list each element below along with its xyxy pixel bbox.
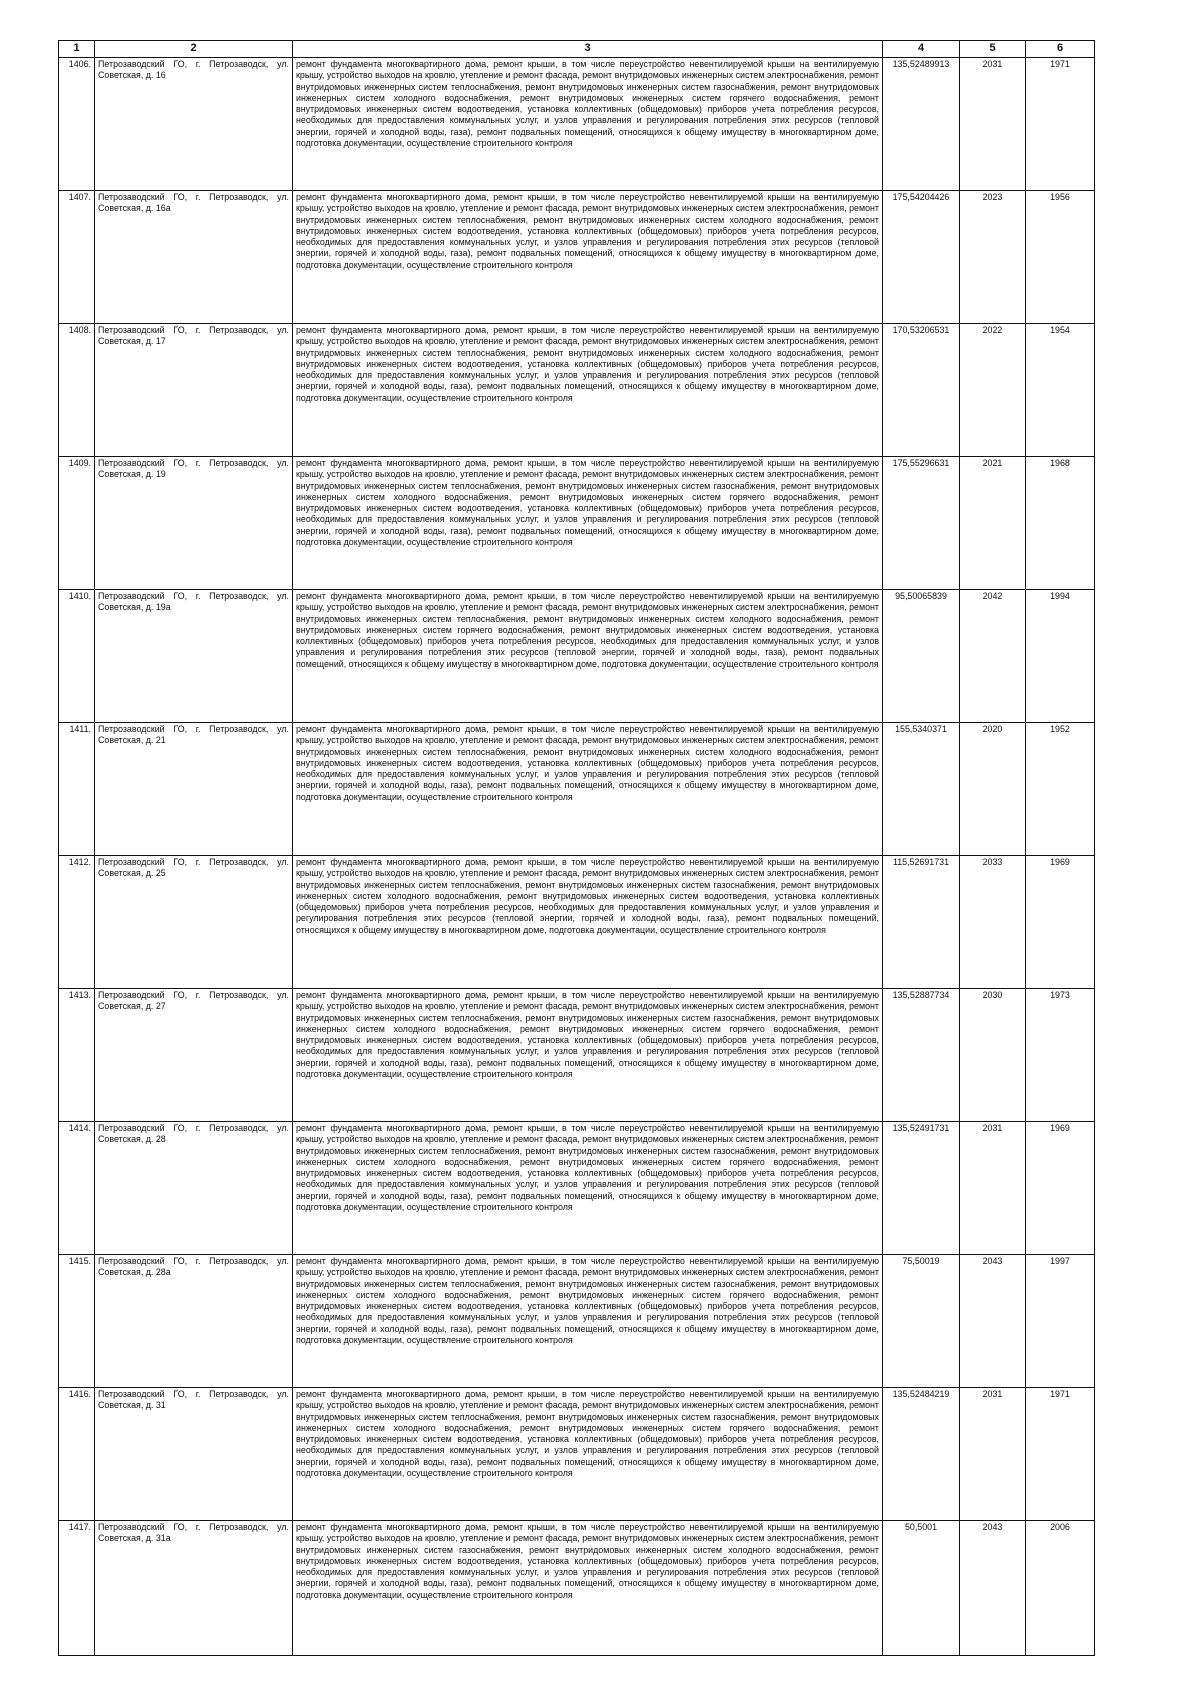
row-number: 1412.: [59, 856, 95, 989]
value-cell: 135,52489913: [883, 58, 960, 191]
table-row: [59, 723, 1095, 856]
works-cell: ремонт фундамента многоквартирного дома, ремонт крыши, в том числе переустройство невентилируемой крыши на вентилируемую крышу, устройство выходов на кровлю, утепление и ремонт фасада, ремонт внутридомовых инженерных систем электроснабжения, ремонт внутридомовых инженерных систем газоснабжения, ремонт внутридомовых инженерных систем холодного водоснабжения, ремонт внутридомовых инженерных систем водоотведения, установка коллективных (общедомовых) приборов учета потребления ресурсов, необходимых для предоставления коммунальных услуг, и узлов управления и регулирования потребления этих ресурсов (тепловой энергии, горячей и холодной воды, газа), ремонт подвальных помещений, относящихся к общему имуществу в многоквартирном доме, подготовка документации, осуществление строительного контроля: [293, 1521, 883, 1656]
works-cell: ремонт фундамента многоквартирного дома, ремонт крыши, в том числе переустройство невентилируемой крыши на вентилируемую крышу, устройство выходов на кровлю, утепление и ремонт фасада, ремонт внутридомовых инженерных систем электроснабжения, ремонт внутридомовых инженерных систем теплоснабжения, ремонт внутридомовых инженерных систем газоснабжения, ремонт внутридомовых инженерных систем холодного водоснабжения, ремонт внутридомовых инженерных систем горячего водоснабжения, ремонт внутридомовых инженерных систем водоотведения, установка коллективных (общедомовых) приборов учета потребления ресурсов, необходимых для предоставления коммунальных услуг, и узлов управления и регулирования потребления этих ресурсов (тепловой энергии, горячей и холодной воды, газа), ремонт подвальных помещений, относящихся к общему имуществу в многоквартирном доме, подготовка документации, осуществление строительного контроля: [293, 989, 883, 1122]
row-number: 1414.: [59, 1122, 95, 1255]
year-built-cell: 1968: [1026, 457, 1095, 590]
row-number: 1410.: [59, 590, 95, 723]
address-cell: Петрозаводский ГО, г. Петрозаводск, ул. Советская, д. 16: [95, 58, 293, 191]
year-built-cell: 1997: [1026, 1255, 1095, 1388]
row-number: 1407.: [59, 191, 95, 324]
year-plan-cell: 2043: [960, 1255, 1026, 1388]
year-built-cell: 1969: [1026, 1122, 1095, 1255]
year-plan-cell: 2033: [960, 856, 1026, 989]
value-cell: 175,55296631: [883, 457, 960, 590]
works-cell: ремонт фундамента многоквартирного дома, ремонт крыши, в том числе переустройство невентилируемой крыши на вентилируемую крышу, устройство выходов на кровлю, утепление и ремонт фасада, ремонт внутридомовых инженерных систем электроснабжения, ремонт внутридомовых инженерных систем теплоснабжения, ремонт внутридомовых инженерных систем газоснабжения, ремонт внутридомовых инженерных систем холодного водоснабжения, ремонт внутридомовых инженерных систем горячего водоснабжения, ремонт внутридомовых инженерных систем водоотведения, установка коллективных (общедомовых) приборов учета потребления ресурсов, необходимых для предоставления коммунальных услуг, и узлов управления и регулирования потребления этих ресурсов (тепловой энергии, горячей и холодной воды, газа), ремонт подвальных помещений, относящихся к общему имуществу в многоквартирном доме, подготовка документации, осуществление строительного контроля: [293, 58, 883, 191]
works-cell: ремонт фундамента многоквартирного дома, ремонт крыши, в том числе переустройство невентилируемой крыши на вентилируемую крышу, устройство выходов на кровлю, утепление и ремонт фасада, ремонт внутридомовых инженерных систем электроснабжения, ремонт внутридомовых инженерных систем теплоснабжения, ремонт внутридомовых инженерных систем газоснабжения, ремонт внутридомовых инженерных систем холодного водоснабжения, ремонт внутридомовых инженерных систем водоотведения, установка коллективных (общедомовых) приборов учета потребления ресурсов, необходимых для предоставления коммунальных услуг, и узлов управления и регулирования потребления этих ресурсов (тепловой энергии, горячей и холодной воды, газа), ремонт подвальных помещений, относящихся к общему имуществу в многоквартирном доме, подготовка документации, осуществление строительного контроля: [293, 856, 883, 989]
value-cell: 135,52491731: [883, 1122, 960, 1255]
table-row: [59, 58, 1095, 191]
works-cell: ремонт фундамента многоквартирного дома, ремонт крыши, в том числе переустройство невентилируемой крыши на вентилируемую крышу, устройство выходов на кровлю, утепление и ремонт фасада, ремонт внутридомовых инженерных систем электроснабжения, ремонт внутридомовых инженерных систем теплоснабжения, ремонт внутридомовых инженерных систем холодного водоснабжения, ремонт внутридомовых инженерных систем горячего водоснабжения, ремонт внутридомовых инженерных систем водоотведения, установка коллективных (общедомовых) приборов учета потребления ресурсов, необходимых для предоставления коммунальных услуг, и узлов управления и регулирования потребления этих ресурсов (тепловой энергии, горячей и холодной воды, газа), ремонт подвальных помещений, относящихся к общему имуществу в многоквартирном доме, подготовка документации, осуществление строительного контроля: [293, 590, 883, 723]
year-plan-cell: 2042: [960, 590, 1026, 723]
year-built-cell: 1971: [1026, 58, 1095, 191]
header-cell: 6: [1026, 41, 1095, 58]
value-cell: 50,5001: [883, 1521, 960, 1656]
address-cell: Петрозаводский ГО, г. Петрозаводск, ул. Советская, д. 17: [95, 324, 293, 457]
header-row: [59, 41, 1095, 58]
row-number: 1416.: [59, 1388, 95, 1521]
year-plan-cell: 2031: [960, 1388, 1026, 1521]
header-cell: 3: [293, 41, 883, 58]
year-plan-cell: 2031: [960, 1122, 1026, 1255]
address-cell: Петрозаводский ГО, г. Петрозаводск, ул. Советская, д. 21: [95, 723, 293, 856]
year-plan-cell: 2043: [960, 1521, 1026, 1656]
row-number: 1408.: [59, 324, 95, 457]
table-row: [59, 1388, 1095, 1521]
table-row: [59, 457, 1095, 590]
table-row: [59, 1521, 1095, 1656]
year-plan-cell: 2022: [960, 324, 1026, 457]
works-cell: ремонт фундамента многоквартирного дома, ремонт крыши, в том числе переустройство невентилируемой крыши на вентилируемую крышу, устройство выходов на кровлю, утепление и ремонт фасада, ремонт внутридомовых инженерных систем электроснабжения, ремонт внутридомовых инженерных систем теплоснабжения, ремонт внутридомовых инженерных систем холодного водоснабжения, ремонт внутридомовых инженерных систем водоотведения, установка коллективных (общедомовых) приборов учета потребления ресурсов, необходимых для предоставления коммунальных услуг, и узлов управления и регулирования потребления этих ресурсов (тепловой энергии, горячей и холодной воды, газа), ремонт подвальных помещений, относящихся к общему имуществу в многоквартирном доме, подготовка документации, осуществление строительного контроля: [293, 723, 883, 856]
value-cell: 170,53206531: [883, 324, 960, 457]
value-cell: 155,5340371: [883, 723, 960, 856]
works-cell: ремонт фундамента многоквартирного дома, ремонт крыши, в том числе переустройство невентилируемой крыши на вентилируемую крышу, устройство выходов на кровлю, утепление и ремонт фасада, ремонт внутридомовых инженерных систем электроснабжения, ремонт внутридомовых инженерных систем теплоснабжения, ремонт внутридомовых инженерных систем газоснабжения, ремонт внутридомовых инженерных систем холодного водоснабжения, ремонт внутридомовых инженерных систем горячего водоснабжения, ремонт внутридомовых инженерных систем водоотведения, установка коллективных (общедомовых) приборов учета потребления ресурсов, необходимых для предоставления коммунальных услуг, и узлов управления и регулирования потребления этих ресурсов (тепловой энергии, горячей и холодной воды, газа), ремонт подвальных помещений, относящихся к общему имуществу в многоквартирном доме, подготовка документации, осуществление строительного контроля: [293, 457, 883, 590]
address-cell: Петрозаводский ГО, г. Петрозаводск, ул. Советская, д. 16а: [95, 191, 293, 324]
year-built-cell: 1952: [1026, 723, 1095, 856]
row-number: 1413.: [59, 989, 95, 1122]
value-cell: 75,50019: [883, 1255, 960, 1388]
year-plan-cell: 2030: [960, 989, 1026, 1122]
row-number: 1409.: [59, 457, 95, 590]
header-cell: 4: [883, 41, 960, 58]
table-row: [59, 1122, 1095, 1255]
row-number: 1411.: [59, 723, 95, 856]
row-number: 1415.: [59, 1255, 95, 1388]
works-cell: ремонт фундамента многоквартирного дома, ремонт крыши, в том числе переустройство невентилируемой крыши на вентилируемую крышу, устройство выходов на кровлю, утепление и ремонт фасада, ремонт внутридомовых инженерных систем электроснабжения, ремонт внутридомовых инженерных систем теплоснабжения, ремонт внутридомовых инженерных систем холодного водоснабжения, ремонт внутридомовых инженерных систем водоотведения, установка коллективных (общедомовых) приборов учета потребления ресурсов, необходимых для предоставления коммунальных услуг, и узлов управления и регулирования потребления этих ресурсов (тепловой энергии, горячей и холодной воды, газа), ремонт подвальных помещений, относящихся к общему имуществу в многоквартирном доме, подготовка документации, осуществление строительного контроля: [293, 191, 883, 324]
table-row: [59, 191, 1095, 324]
value-cell: 135,52887734: [883, 989, 960, 1122]
address-cell: Петрозаводский ГО, г. Петрозаводск, ул. Советская, д. 25: [95, 856, 293, 989]
address-cell: Петрозаводский ГО, г. Петрозаводск, ул. Советская, д. 19: [95, 457, 293, 590]
works-cell: ремонт фундамента многоквартирного дома, ремонт крыши, в том числе переустройство невентилируемой крыши на вентилируемую крышу, устройство выходов на кровлю, утепление и ремонт фасада, ремонт внутридомовых инженерных систем электроснабжения, ремонт внутридомовых инженерных систем теплоснабжения, ремонт внутридомовых инженерных систем холодного водоснабжения, ремонт внутридомовых инженерных систем водоотведения, установка коллективных (общедомовых) приборов учета потребления ресурсов, необходимых для предоставления коммунальных услуг, и узлов управления и регулирования потребления этих ресурсов (тепловой энергии, горячей и холодной воды, газа), ремонт подвальных помещений, относящихся к общему имуществу в многоквартирном доме, подготовка документации, осуществление строительного контроля: [293, 324, 883, 457]
table-row: [59, 856, 1095, 989]
value-cell: 175,54204426: [883, 191, 960, 324]
year-built-cell: 1954: [1026, 324, 1095, 457]
table-row: [59, 324, 1095, 457]
header-cell: 1: [59, 41, 95, 58]
year-built-cell: 1969: [1026, 856, 1095, 989]
value-cell: 95,50065839: [883, 590, 960, 723]
address-cell: Петрозаводский ГО, г. Петрозаводск, ул. Советская, д. 31: [95, 1388, 293, 1521]
works-cell: ремонт фундамента многоквартирного дома, ремонт крыши, в том числе переустройство невентилируемой крыши на вентилируемую крышу, устройство выходов на кровлю, утепление и ремонт фасада, ремонт внутридомовых инженерных систем электроснабжения, ремонт внутридомовых инженерных систем теплоснабжения, ремонт внутридомовых инженерных систем газоснабжения, ремонт внутридомовых инженерных систем холодного водоснабжения, ремонт внутридомовых инженерных систем горячего водоснабжения, ремонт внутридомовых инженерных систем водоотведения, установка коллективных (общедомовых) приборов учета потребления ресурсов, необходимых для предоставления коммунальных услуг, и узлов управления и регулирования потребления этих ресурсов (тепловой энергии, горячей и холодной воды, газа), ремонт подвальных помещений, относящихся к общему имуществу в многоквартирном доме, подготовка документации, осуществление строительного контроля: [293, 1255, 883, 1388]
table-row: [59, 989, 1095, 1122]
value-cell: 115,52691731: [883, 856, 960, 989]
row-number: 1406.: [59, 58, 95, 191]
works-cell: ремонт фундамента многоквартирного дома, ремонт крыши, в том числе переустройство невентилируемой крыши на вентилируемую крышу, устройство выходов на кровлю, утепление и ремонт фасада, ремонт внутридомовых инженерных систем электроснабжения, ремонт внутридомовых инженерных систем теплоснабжения, ремонт внутридомовых инженерных систем газоснабжения, ремонт внутридомовых инженерных систем холодного водоснабжения, ремонт внутридомовых инженерных систем горячего водоснабжения, ремонт внутридомовых инженерных систем водоотведения, установка коллективных (общедомовых) приборов учета потребления ресурсов, необходимых для предоставления коммунальных услуг, и узлов управления и регулирования потребления этих ресурсов (тепловой энергии, горячей и холодной воды, газа), ремонт подвальных помещений, относящихся к общему имуществу в многоквартирном доме, подготовка документации, осуществление строительного контроля: [293, 1388, 883, 1521]
year-built-cell: 1956: [1026, 191, 1095, 324]
address-cell: Петрозаводский ГО, г. Петрозаводск, ул. Советская, д. 27: [95, 989, 293, 1122]
works-table: [58, 40, 1095, 1656]
value-cell: 135,52484219: [883, 1388, 960, 1521]
year-built-cell: 1971: [1026, 1388, 1095, 1521]
table-row: [59, 590, 1095, 723]
address-cell: Петрозаводский ГО, г. Петрозаводск, ул. Советская, д. 28: [95, 1122, 293, 1255]
year-built-cell: 1994: [1026, 590, 1095, 723]
year-built-cell: 1973: [1026, 989, 1095, 1122]
row-number: 1417.: [59, 1521, 95, 1656]
header-cell: 5: [960, 41, 1026, 58]
address-cell: Петрозаводский ГО, г. Петрозаводск, ул. Советская, д. 28а: [95, 1255, 293, 1388]
works-cell: ремонт фундамента многоквартирного дома, ремонт крыши, в том числе переустройство невентилируемой крыши на вентилируемую крышу, устройство выходов на кровлю, утепление и ремонт фасада, ремонт внутридомовых инженерных систем электроснабжения, ремонт внутридомовых инженерных систем теплоснабжения, ремонт внутридомовых инженерных систем газоснабжения, ремонт внутридомовых инженерных систем холодного водоснабжения, ремонт внутридомовых инженерных систем горячего водоснабжения, ремонт внутридомовых инженерных систем водоотведения, установка коллективных (общедомовых) приборов учета потребления ресурсов, необходимых для предоставления коммунальных услуг, и узлов управления и регулирования потребления этих ресурсов (тепловой энергии, горячей и холодной воды, газа), ремонт подвальных помещений, относящихся к общему имуществу в многоквартирном доме, подготовка документации, осуществление строительного контроля: [293, 1122, 883, 1255]
address-cell: Петрозаводский ГО, г. Петрозаводск, ул. Советская, д. 31а: [95, 1521, 293, 1656]
year-plan-cell: 2020: [960, 723, 1026, 856]
year-built-cell: 2006: [1026, 1521, 1095, 1656]
year-plan-cell: 2031: [960, 58, 1026, 191]
header-cell: 2: [95, 41, 293, 58]
table-row: [59, 1255, 1095, 1388]
address-cell: Петрозаводский ГО, г. Петрозаводск, ул. Советская, д. 19а: [95, 590, 293, 723]
year-plan-cell: 2021: [960, 457, 1026, 590]
year-plan-cell: 2023: [960, 191, 1026, 324]
